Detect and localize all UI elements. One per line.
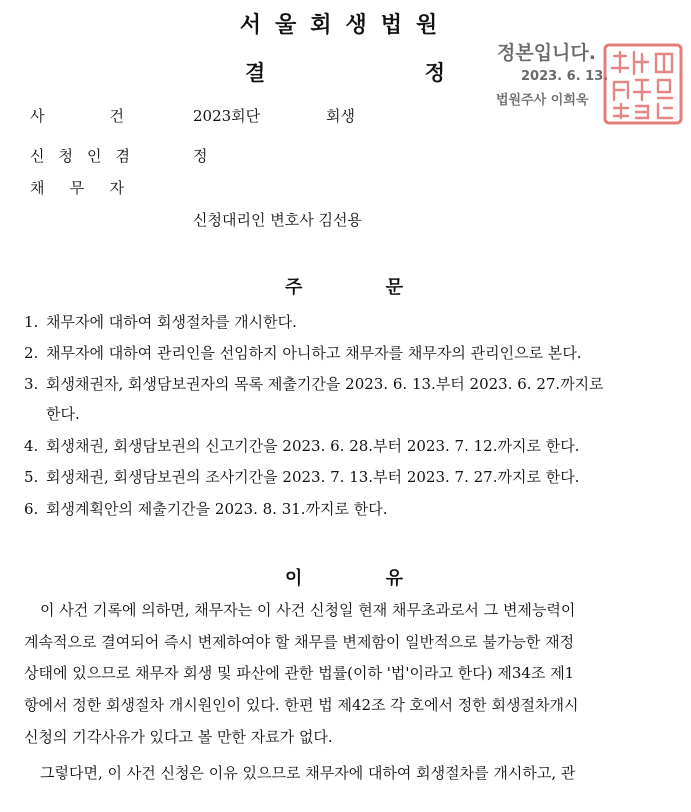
order-section-title [285, 273, 403, 299]
order-item-text: 채무자에 대하여 회생절차를 개시한다. [46, 313, 297, 331]
order-item-text: 회생채권, 회생담보권의 신고기간을 2023. 6. 28.부터 2023. 7. 12.까지로 한다. [46, 437, 580, 455]
order-item-number: 2. [24, 344, 39, 362]
order-item-text: 회생계획안의 제출기간을 2023. 8. 31.까지로 한다. [46, 500, 388, 518]
reason-paragraph-line: 이 사건 기록에 의하면, 채무자는 이 사건 신청일 현재 채무초과로서 그 변제능력이 [40, 601, 576, 619]
debtor-label [30, 177, 124, 198]
order-item [24, 436, 669, 456]
applicant-name: 정 [193, 147, 208, 165]
certification-date: 2023. 6. 13. [521, 69, 609, 84]
attorney-agent: 신청대리인 변호사 김선용 [193, 211, 362, 229]
reason-title-char: 유 [385, 568, 403, 589]
reason-paragraph-line: 계속적으로 결여되어 즉시 변제하여야 할 채무를 변제함이 일반적으로 불가능한 재정 [24, 633, 575, 651]
order-item [24, 374, 669, 394]
court-seal-icon [602, 42, 684, 126]
order-title-char: 문 [385, 277, 403, 298]
order-item [24, 343, 669, 363]
applicant-label-char: 청 [58, 147, 73, 165]
debtor-label-char: 채 [30, 179, 45, 197]
document-title-char: 결 [245, 61, 266, 85]
case-type: 회생 [326, 107, 355, 125]
case-number: 2023회단 [193, 107, 261, 125]
reason-section-title [285, 564, 403, 590]
order-item [24, 467, 669, 487]
case-label-char: 건 [109, 107, 124, 125]
reason-paragraph-line: 항에서 정한 회생절차 개시원인이 있다. 한편 법 제42조 각 호에서 정한 회생절차개시 [24, 696, 579, 714]
order-item-text: 회생채권자, 회생담보권자의 목록 제출기간을 2023. 6. 13.부터 2023. 6. 27.까지로 [46, 375, 604, 393]
debtor-label-char: 자 [109, 179, 124, 197]
document-title [245, 57, 445, 87]
court-name: 서울회생법원 [239, 13, 452, 38]
order-item-number: 4. [24, 437, 39, 455]
order-item [24, 499, 669, 519]
reason-paragraph-line: 신청의 기각사유가 있다고 볼 만한 자료가 없다. [24, 728, 333, 746]
order-item-text: 한다. [46, 405, 80, 423]
reason-paragraph-line: 상태에 있으므로 채무자 회생 및 파산에 관한 법률(이하 '법'이라고 한다) 제34조 제1 [24, 664, 575, 682]
order-title-char: 주 [285, 277, 303, 298]
order-item-text: 채무자에 대하여 관리인을 선임하지 아니하고 채무자를 채무자의 관리인으로 본다. [46, 344, 582, 362]
applicant-label-char: 신 [30, 147, 45, 165]
order-item-number: 5. [24, 468, 39, 486]
order-item-number: 3. [24, 375, 39, 393]
document-title-char: 정 [424, 61, 445, 85]
reason-paragraph-line: 그렇다면, 이 사건 신청은 이유 있으므로 채무자에 대하여 회생절차를 개시하고, 관 [40, 764, 576, 782]
reason-title-char: 이 [285, 568, 303, 589]
applicant-label-char: 인 [87, 147, 102, 165]
order-item-text: 회생채권, 회생담보권의 조사기간을 2023. 7. 13.부터 2023. 7. 27.까지로 한다. [46, 468, 580, 486]
case-label [30, 105, 124, 126]
order-item [24, 312, 669, 332]
debtor-label-char: 무 [69, 179, 85, 197]
applicant-label-char: 겸 [115, 147, 130, 165]
certification-clerk: 법원주사 이희욱 [496, 93, 589, 108]
case-label-char: 사 [30, 107, 45, 125]
order-item-number: 1. [24, 313, 39, 331]
order-item-continuation [24, 404, 669, 424]
order-item-number: 6. [24, 500, 39, 518]
certified-copy-stamp: 정본입니다. [497, 42, 596, 64]
applicant-label [30, 145, 130, 166]
